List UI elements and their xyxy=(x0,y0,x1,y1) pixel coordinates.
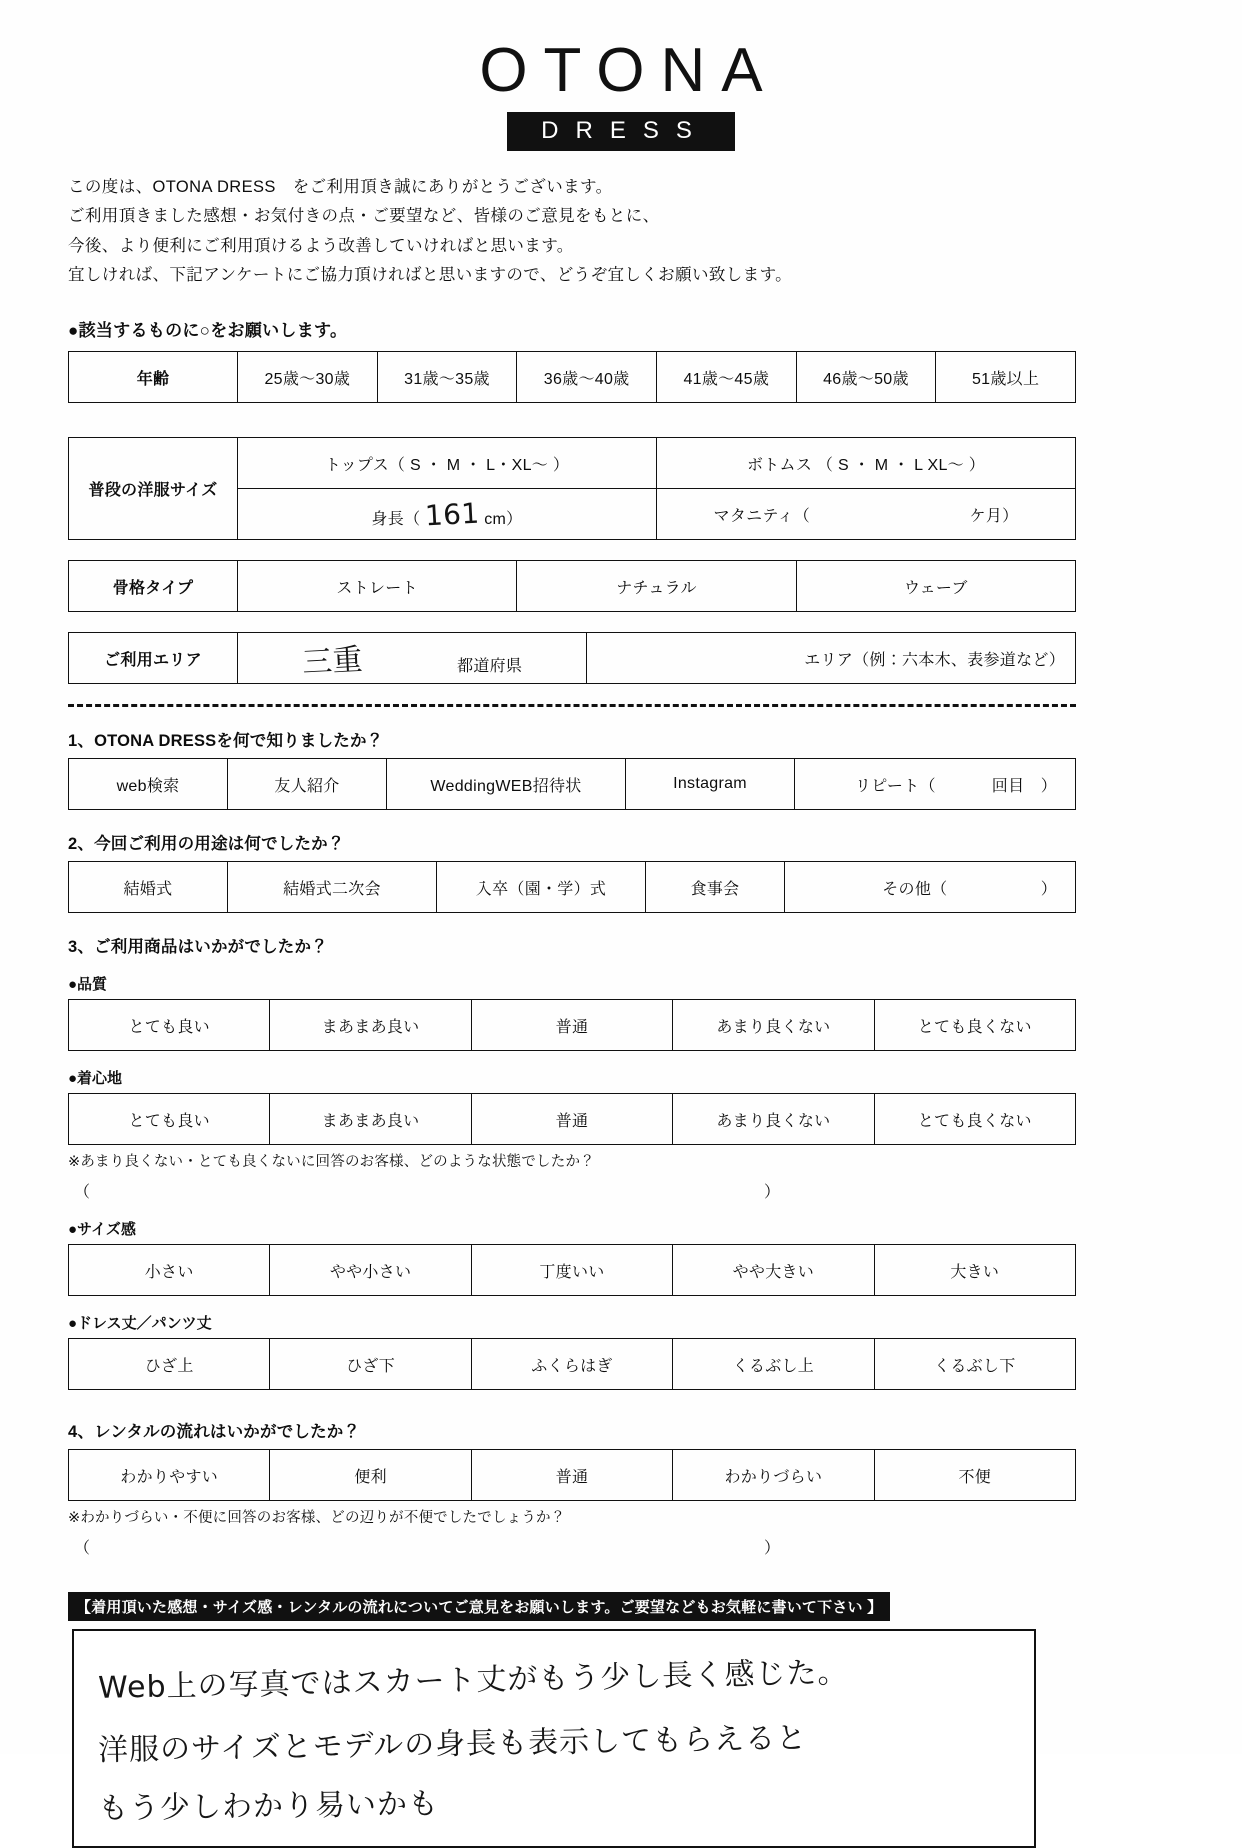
q1-option-repeat[interactable] xyxy=(795,759,1076,810)
brand-logo xyxy=(0,0,1242,151)
q4-option-convenient[interactable]: 便利 xyxy=(270,1450,471,1501)
q1-option-friend[interactable]: 友人紹介 xyxy=(228,759,387,810)
table-row xyxy=(69,1450,1076,1501)
age-option-51-plus[interactable]: 51歳以上 xyxy=(936,352,1076,403)
q4-note: ※わかりづらい・不便に回答のお客様、どの辺りが不便でしたでしょうか？ xyxy=(68,1510,566,1527)
age-option-41-45[interactable]: 41歳〜45歳 xyxy=(656,352,796,403)
q4-table xyxy=(68,1449,1076,1501)
comfort-option-very-good[interactable]: とても良い xyxy=(69,1094,270,1145)
maternity-label: マタニティ（ xyxy=(713,507,811,525)
circle-instruction: ●該当するものに○をお願いします。 xyxy=(68,321,348,341)
length-option-above-ankle[interactable]: くるぶし上 xyxy=(673,1339,874,1390)
q3-comfort-label: ●着心地 xyxy=(68,1070,123,1088)
table-row xyxy=(69,1094,1076,1145)
prefecture-suffix: 都道府県 xyxy=(457,658,523,676)
frame-type-label: 骨格タイプ xyxy=(69,561,238,612)
comment-section-title: 【着用頂いた感想・サイズ感・レンタルの流れについてご意見をお願いします。ご要望などもお気軽に書いて下さい 】 xyxy=(68,1592,890,1621)
quality-option-normal[interactable]: 普通 xyxy=(471,1000,672,1051)
fit-option-slightly-small[interactable]: やや小さい xyxy=(270,1245,471,1296)
comment-handwritten-line-3: もう少しわかり易いかも xyxy=(97,1787,440,1827)
prefecture-value-handwritten: 三重 xyxy=(301,642,364,681)
frame-option-wave[interactable]: ウェーブ xyxy=(796,561,1075,612)
table-row xyxy=(69,1000,1076,1051)
length-option-above-knee[interactable]: ひざ上 xyxy=(69,1339,270,1390)
clothing-size-table xyxy=(68,437,1076,540)
intro-line-4: 宜しければ、下記アンケートにご協力頂ければと思いますので、どうぞ宜しくお願い致します。 xyxy=(68,266,793,285)
q1-repeat-open: リピート（ xyxy=(854,777,936,795)
quality-option-very-bad[interactable]: とても良くない xyxy=(874,1000,1075,1051)
prefecture-cell[interactable] xyxy=(238,633,587,684)
intro-line-2: ご利用頂きました感想・お気付きの点・ご要望など、皆様のご意見をもとに、 xyxy=(68,207,660,226)
frame-option-natural[interactable]: ナチュラル xyxy=(517,561,796,612)
area-hint: エリア（例：六本木、表参道など） xyxy=(804,651,1065,669)
comment-box[interactable] xyxy=(72,1629,1036,1848)
q3-fit-table xyxy=(68,1244,1076,1296)
q4-free-text[interactable] xyxy=(74,1535,1084,1558)
height-label: 身長（ xyxy=(371,510,421,528)
q3-length-table xyxy=(68,1338,1076,1390)
frame-type-table xyxy=(68,560,1076,612)
q3-quality-table xyxy=(68,999,1076,1051)
q2-option-after-party[interactable]: 結婚式二次会 xyxy=(228,862,437,913)
table-row xyxy=(69,862,1076,913)
table-row xyxy=(69,1339,1076,1390)
q4-option-easy[interactable]: わかりやすい xyxy=(69,1450,270,1501)
q3-length-label: ●ドレス丈／パンツ丈 xyxy=(68,1315,212,1333)
fit-option-slightly-large[interactable]: やや大きい xyxy=(673,1245,874,1296)
q4-option-normal[interactable]: 普通 xyxy=(471,1450,672,1501)
comfort-option-very-bad[interactable]: とても良くない xyxy=(874,1094,1075,1145)
table-row xyxy=(69,1245,1076,1296)
table-row xyxy=(69,352,1076,403)
q1-title: 1、OTONA DRESSを何で知りましたか？ xyxy=(68,732,384,751)
q1-option-web-search[interactable]: web検索 xyxy=(69,759,228,810)
q3-comfort-table xyxy=(68,1093,1076,1145)
area-label: ご利用エリア xyxy=(69,633,238,684)
q3-comfort-paren-close: ） xyxy=(764,1184,781,1202)
q2-option-other[interactable] xyxy=(785,862,1076,913)
section-divider xyxy=(68,704,1076,707)
q2-table xyxy=(68,861,1076,913)
age-option-36-40[interactable]: 36歳〜40歳 xyxy=(517,352,657,403)
q4-option-hard[interactable]: わかりづらい xyxy=(673,1450,874,1501)
q3-comfort-note: ※あまり良くない・とても良くないに回答のお客様、どのような状態でしたか？ xyxy=(68,1154,595,1171)
comment-handwritten-line-1: Web上の写真ではスカート丈がもう少し長く感じた。 xyxy=(97,1655,849,1707)
q2-other-close: ） xyxy=(1040,880,1057,898)
q4-title: 4、レンタルの流れはいかがでしたか？ xyxy=(68,1423,361,1442)
q1-repeat-close: 回目 ） xyxy=(991,777,1057,795)
fit-option-small[interactable]: 小さい xyxy=(69,1245,270,1296)
maternity-unit: ケ月） xyxy=(969,507,1019,525)
height-unit: cm） xyxy=(484,510,523,528)
q2-other-open: その他（ xyxy=(882,880,948,898)
length-option-below-knee[interactable]: ひざ下 xyxy=(270,1339,471,1390)
q3-fit-label: ●サイズ感 xyxy=(68,1221,136,1239)
intro-paragraph xyxy=(68,173,1242,290)
logo-dress-bar: DRESS xyxy=(507,112,735,151)
maternity-cell[interactable] xyxy=(656,489,1075,540)
q1-table xyxy=(68,758,1076,810)
q4-paren-close: ） xyxy=(764,1540,781,1558)
comfort-option-fairly-good[interactable]: まあまあ良い xyxy=(270,1094,471,1145)
comfort-option-normal[interactable]: 普通 xyxy=(471,1094,672,1145)
quality-option-very-good[interactable]: とても良い xyxy=(69,1000,270,1051)
age-option-25-30[interactable]: 25歳〜30歳 xyxy=(238,352,378,403)
age-label: 年齢 xyxy=(69,352,238,403)
q3-comfort-free-text[interactable] xyxy=(74,1179,1084,1202)
comment-handwritten-line-2: 洋服のサイズとモデルの身長も表示してもらえると xyxy=(97,1721,808,1769)
q1-option-instagram[interactable]: Instagram xyxy=(626,759,795,810)
q2-option-wedding[interactable]: 結婚式 xyxy=(69,862,228,913)
q3-title: 3、ご利用商品はいかがでしたか？ xyxy=(68,938,328,957)
table-row xyxy=(69,438,1076,489)
tops-size-cell[interactable]: トップス（ S ・ M ・ L・XL〜 ） xyxy=(238,438,657,489)
q3-comfort-paren-open: （ xyxy=(74,1184,91,1202)
q4-option-inconvenient[interactable]: 不便 xyxy=(874,1450,1075,1501)
height-cell[interactable] xyxy=(238,489,657,540)
q1-option-wedding-web[interactable]: WeddingWEB招待状 xyxy=(387,759,626,810)
bottoms-size-cell[interactable]: ボトムス （ S ・ M ・ L XL〜 ） xyxy=(656,438,1075,489)
height-value-handwritten: 161 xyxy=(424,496,481,533)
intro-line-1: この度は、OTONA DRESS をご利用頂き誠にありがとうございます。 xyxy=(68,178,613,196)
fit-option-large[interactable]: 大きい xyxy=(874,1245,1075,1296)
area-table xyxy=(68,632,1076,684)
table-row xyxy=(69,633,1076,684)
q2-option-dinner[interactable]: 食事会 xyxy=(646,862,785,913)
length-option-below-ankle[interactable]: くるぶし下 xyxy=(874,1339,1075,1390)
q3-quality-label: ●品質 xyxy=(68,976,108,994)
table-row xyxy=(69,561,1076,612)
area-detail-cell[interactable] xyxy=(587,633,1076,684)
comfort-option-not-good[interactable]: あまり良くない xyxy=(673,1094,874,1145)
intro-line-3: 今後、より便利にご利用頂けるよう改善していければと思います。 xyxy=(68,236,574,255)
table-row xyxy=(69,759,1076,810)
q2-option-ceremony[interactable]: 入卒（園・学）式 xyxy=(437,862,646,913)
q2-title: 2、今回ご利用の用途は何でしたか？ xyxy=(68,835,345,854)
q4-paren-open: （ xyxy=(74,1540,91,1558)
quality-option-not-good[interactable]: あまり良くない xyxy=(673,1000,874,1051)
fit-option-just-right[interactable]: 丁度いい xyxy=(471,1245,672,1296)
quality-option-fairly-good[interactable]: まあまあ良い xyxy=(270,1000,471,1051)
frame-option-straight[interactable]: ストレート xyxy=(238,561,517,612)
age-table xyxy=(68,351,1076,403)
logo-otona-text: OTONA xyxy=(479,36,779,105)
age-option-46-50[interactable]: 46歳〜50歳 xyxy=(796,352,936,403)
age-option-31-35[interactable]: 31歳〜35歳 xyxy=(377,352,517,403)
length-option-calf[interactable]: ふくらはぎ xyxy=(471,1339,672,1390)
clothing-size-label: 普段の洋服サイズ xyxy=(69,438,238,540)
